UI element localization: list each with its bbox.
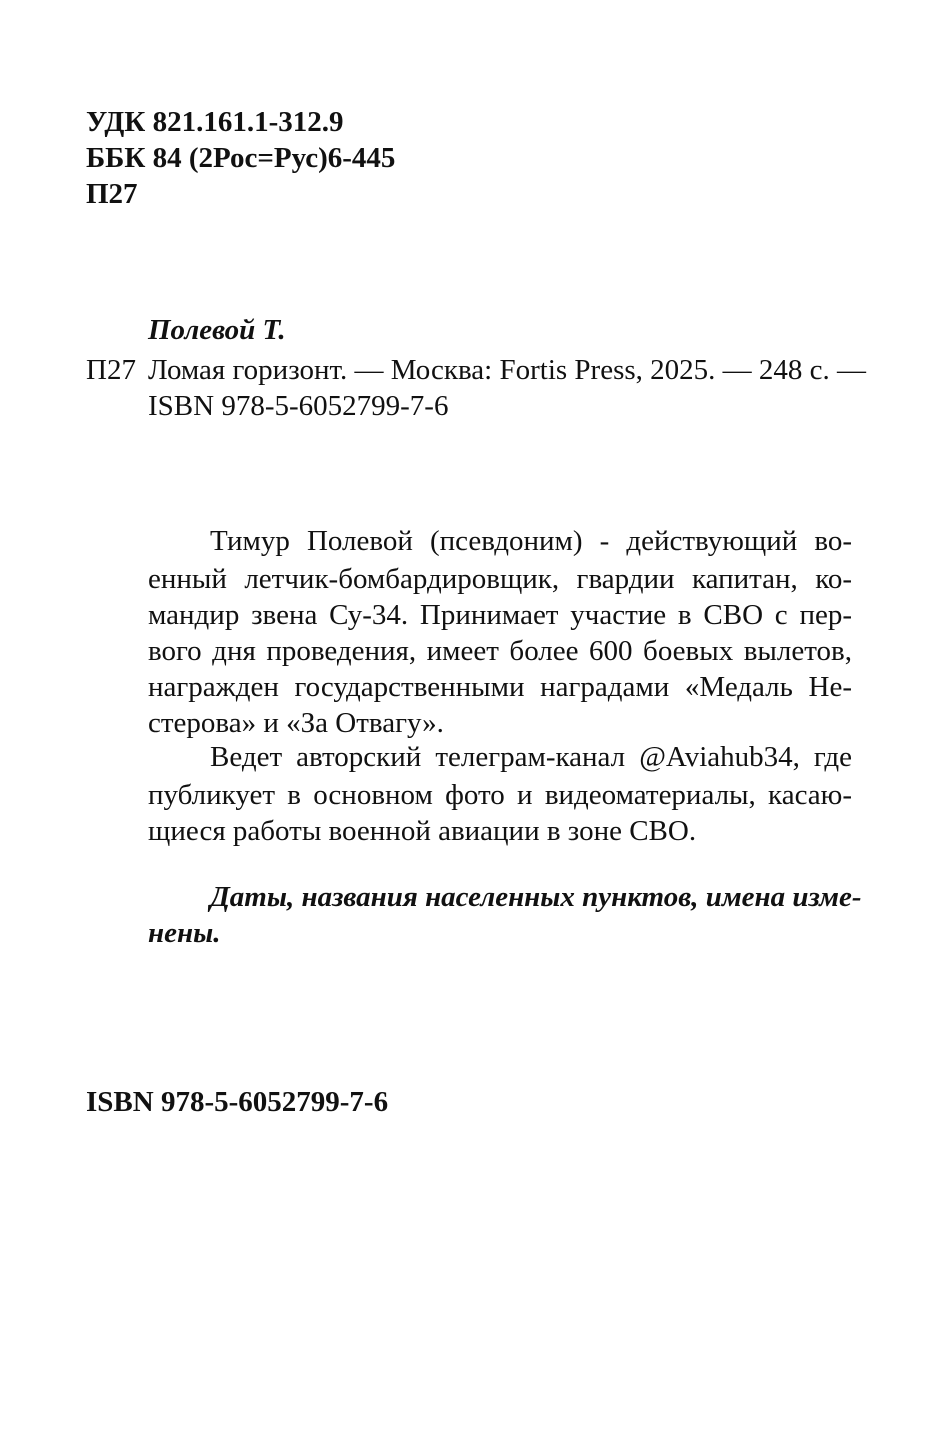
bbk-code: ББК 84 (2Рос=Рус)6-445 — [86, 142, 396, 174]
annotation-line: вого дня проведения, имеет более 600 боевых вылетов, — [148, 635, 852, 667]
isbn-footer: ISBN 978-5-6052799-7-6 — [86, 1086, 389, 1118]
record-author: Полевой Т. — [148, 314, 286, 346]
note-line: Даты, названия населенных пунктов, имена изме- — [210, 881, 862, 913]
record-code: П27 — [86, 354, 136, 386]
annotation-line: стерова» и «За Отвагу». — [148, 707, 444, 739]
annotation-line: Тимур Полевой (псевдоним) - действующий во- — [210, 525, 852, 557]
annotation-line: енный летчик-бомбардировщик, гвардии капитан, ко- — [148, 563, 852, 595]
annotation-line: мандир звена Су-34. Принимает участие в СВО с пер- — [148, 599, 852, 631]
record-title-line: Ломая горизонт. — Москва: Fortis Press, 2025. — 248 с. — — [148, 354, 867, 386]
note-line: нены. — [148, 917, 221, 949]
annotation-line: публикует в основном фото и видеоматериалы, касаю- — [148, 779, 852, 811]
annotation-line: щиеся работы военной авиации в зоне СВО. — [148, 815, 697, 847]
author-mark: П27 — [86, 178, 138, 210]
annotation-line: награжден государственными наградами «Медаль Не- — [148, 671, 852, 703]
record-isbn-line: ISBN 978-5-6052799-7-6 — [148, 390, 449, 422]
udk-code: УДК 821.161.1-312.9 — [86, 106, 344, 138]
annotation-line: Ведет авторский телеграм-канал @Aviahub34, где — [210, 741, 852, 773]
